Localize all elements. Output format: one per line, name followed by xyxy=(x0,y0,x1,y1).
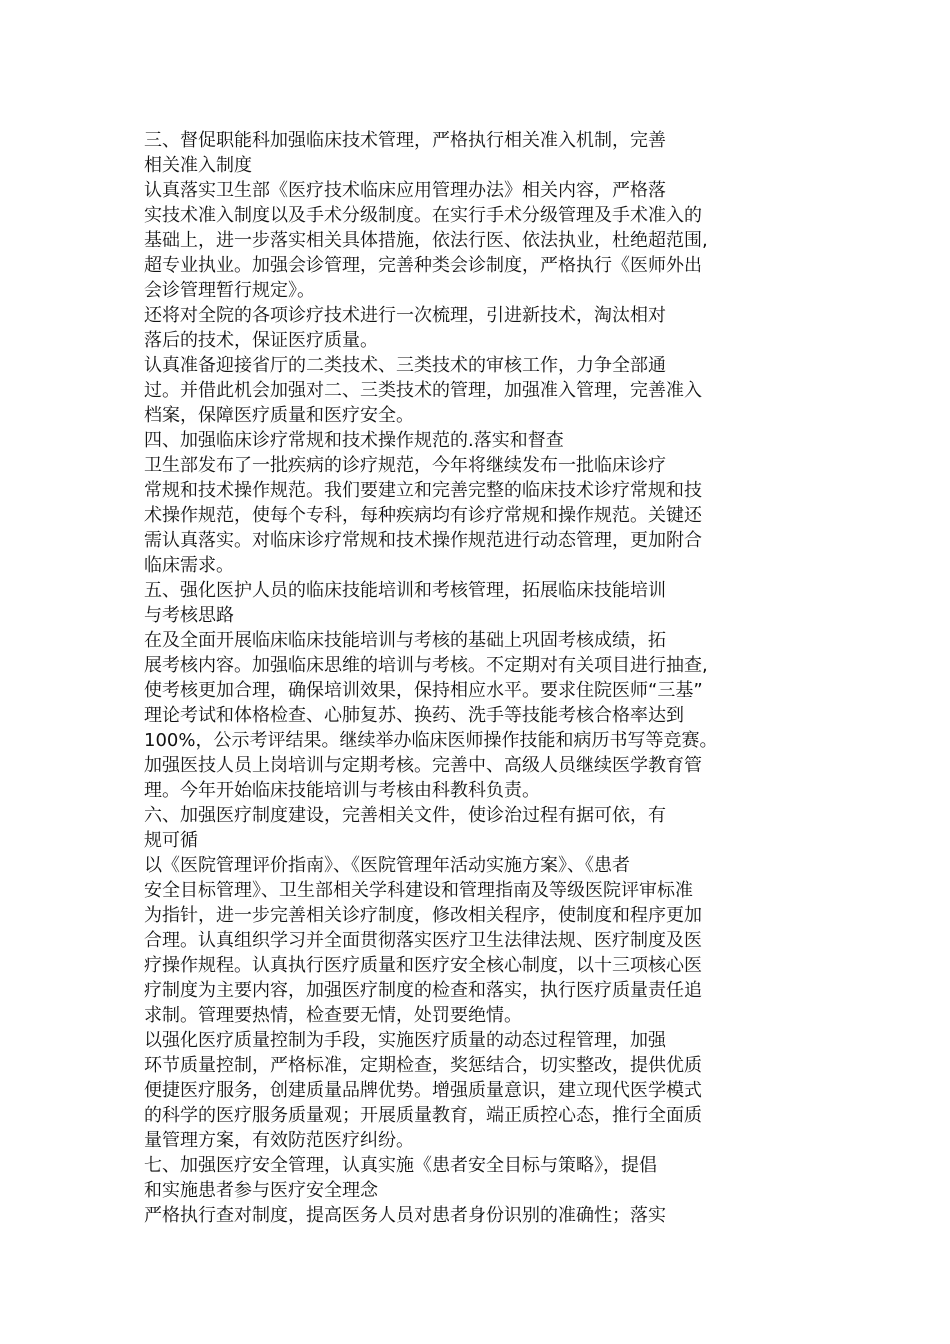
text-line: 需认真落实。对临床诊疗常规和技术操作规范进行动态管理，更加附合 xyxy=(144,530,702,551)
text-line: 与考核思路 xyxy=(144,605,234,626)
text-line: 求制。管理要热情，检查要无情，处罚要绝情。 xyxy=(144,1005,522,1026)
text-line: 为指针，进一步完善相关诊疗制度，修改相关程序，使制度和程序更加 xyxy=(144,905,702,926)
text-line xyxy=(144,1228,754,1253)
text-line: 认真落实卫生部《医疗技术临床应用管理办法》相关内容，严格落 xyxy=(144,180,666,201)
text-line: 会诊管理暂行规定》。 xyxy=(144,280,315,301)
text-line: 理论考试和体格检查、心肺复苏、换药、洗手等技能考核合格率达到 xyxy=(144,705,684,726)
text-line: 五、强化医护人员的临床技能培训和考核管理，拓展临床技能培训 xyxy=(144,580,666,601)
text-line: 加强医技人员上岗培训与定期考核。完善中、高级人员继续医学教育管 xyxy=(144,755,702,776)
text-line: 以强化医疗质量控制为手段，实施医疗质量的动态过程管理，加强 xyxy=(144,1030,666,1051)
text-line: 四、加强临床诊疗常规和技术操作规范的.落实和督查 xyxy=(144,430,564,451)
text-line: 安全目标管理》、卫生部相关学科建设和管理指南及等级医院评审标准 xyxy=(144,880,693,901)
text-line: 还将对全院的各项诊疗技术进行一次梳理，引进新技术，淘汰相对 xyxy=(144,305,666,326)
text-line: 和实施患者参与医疗安全理念 xyxy=(144,1180,378,1201)
text-line: 100%，公示考评结果。继续举办临床医师操作技能和病历书写等竞赛。 xyxy=(144,730,718,751)
text-line: 严格执行查对制度，提高医务人员对患者身份识别的准确性；落实 xyxy=(144,1205,666,1226)
text-line: 认真准备迎接省厅的二类技术、三类技术的审核工作，力争全部通 xyxy=(144,355,666,376)
text-line: 实技术准入制度以及手术分级制度。在实行手术分级管理及手术准入的 xyxy=(144,205,702,226)
text-line: 环节质量控制，严格标准，定期检查，奖惩结合，切实整改，提供优质 xyxy=(144,1055,702,1076)
text-line: 基础上，进一步落实相关具体措施，依法行医、依法执业，杜绝超范围, xyxy=(144,230,708,251)
text-line: 过。并借此机会加强对二、三类技术的管理，加强准入管理，完善准入 xyxy=(144,380,702,401)
text-line: 临床需求。 xyxy=(144,555,234,576)
text-line: 理。今年开始临床技能培训与考核由科教科负责。 xyxy=(144,780,540,801)
text-line: 卫生部发布了一批疾病的诊疗规范，今年将继续发布一批临床诊疗 xyxy=(144,455,666,476)
text-line: 三、督促职能科加强临床技术管理，严格执行相关准入机制，完善 xyxy=(144,130,666,151)
text-line: 疗制度为主要内容，加强医疗制度的检查和落实，执行医疗质量责任追 xyxy=(144,980,702,1001)
text-line: 超专业执业。加强会诊管理，完善种类会诊制度，严格执行《医师外出 xyxy=(144,255,702,276)
text-line: 术操作规范，使每个专科，每种疾病均有诊疗常规和操作规范。关键还 xyxy=(144,505,702,526)
text-line: 的科学的医疗服务质量观；开展质量教育，端正质控心态，推行全面质 xyxy=(144,1105,702,1126)
text-line: 展考核内容。加强临床思维的培训与考核。不定期对有关项目进行抽查, xyxy=(144,655,708,676)
text-line: 规可循 xyxy=(144,830,198,851)
text-line: 量管理方案，有效防范医疗纠纷。 xyxy=(144,1130,414,1151)
text-line: 档案，保障医疗质量和医疗安全。 xyxy=(144,405,414,426)
text-line: 相关准入制度 xyxy=(144,155,252,176)
text-line: 合理。认真组织学习并全面贯彻落实医疗卫生法律法规、医疗制度及医 xyxy=(144,930,702,951)
text-line: 在及全面开展临床临床技能培训与考核的基础上巩固考核成绩，拓 xyxy=(144,630,666,651)
text-line: 使考核更加合理，确保培训效果，保持相应水平。要求住院医师“三基” xyxy=(144,680,703,701)
text-line: 六、加强医疗制度建设，完善相关文件，使诊治过程有据可依，有 xyxy=(144,805,666,826)
text-line: 七、加强医疗安全管理，认真实施《患者安全目标与策略》，提倡 xyxy=(144,1155,657,1176)
text-line: 疗操作规程。认真执行医疗质量和医疗安全核心制度，以十三项核心医 xyxy=(144,955,702,976)
text-line: 落后的技术，保证医疗质量。 xyxy=(144,330,378,351)
text-line: 以《医院管理评价指南》、《医院管理年活动实施方案》、《患者 xyxy=(144,855,630,876)
text-line: 常规和技术操作规范。我们要建立和完善完整的临床技术诊疗常规和技 xyxy=(144,480,702,501)
text-line: 便捷医疗服务，创建质量品牌优势。增强质量意识，建立现代医学模式 xyxy=(144,1080,702,1101)
document-body xyxy=(144,128,754,1253)
